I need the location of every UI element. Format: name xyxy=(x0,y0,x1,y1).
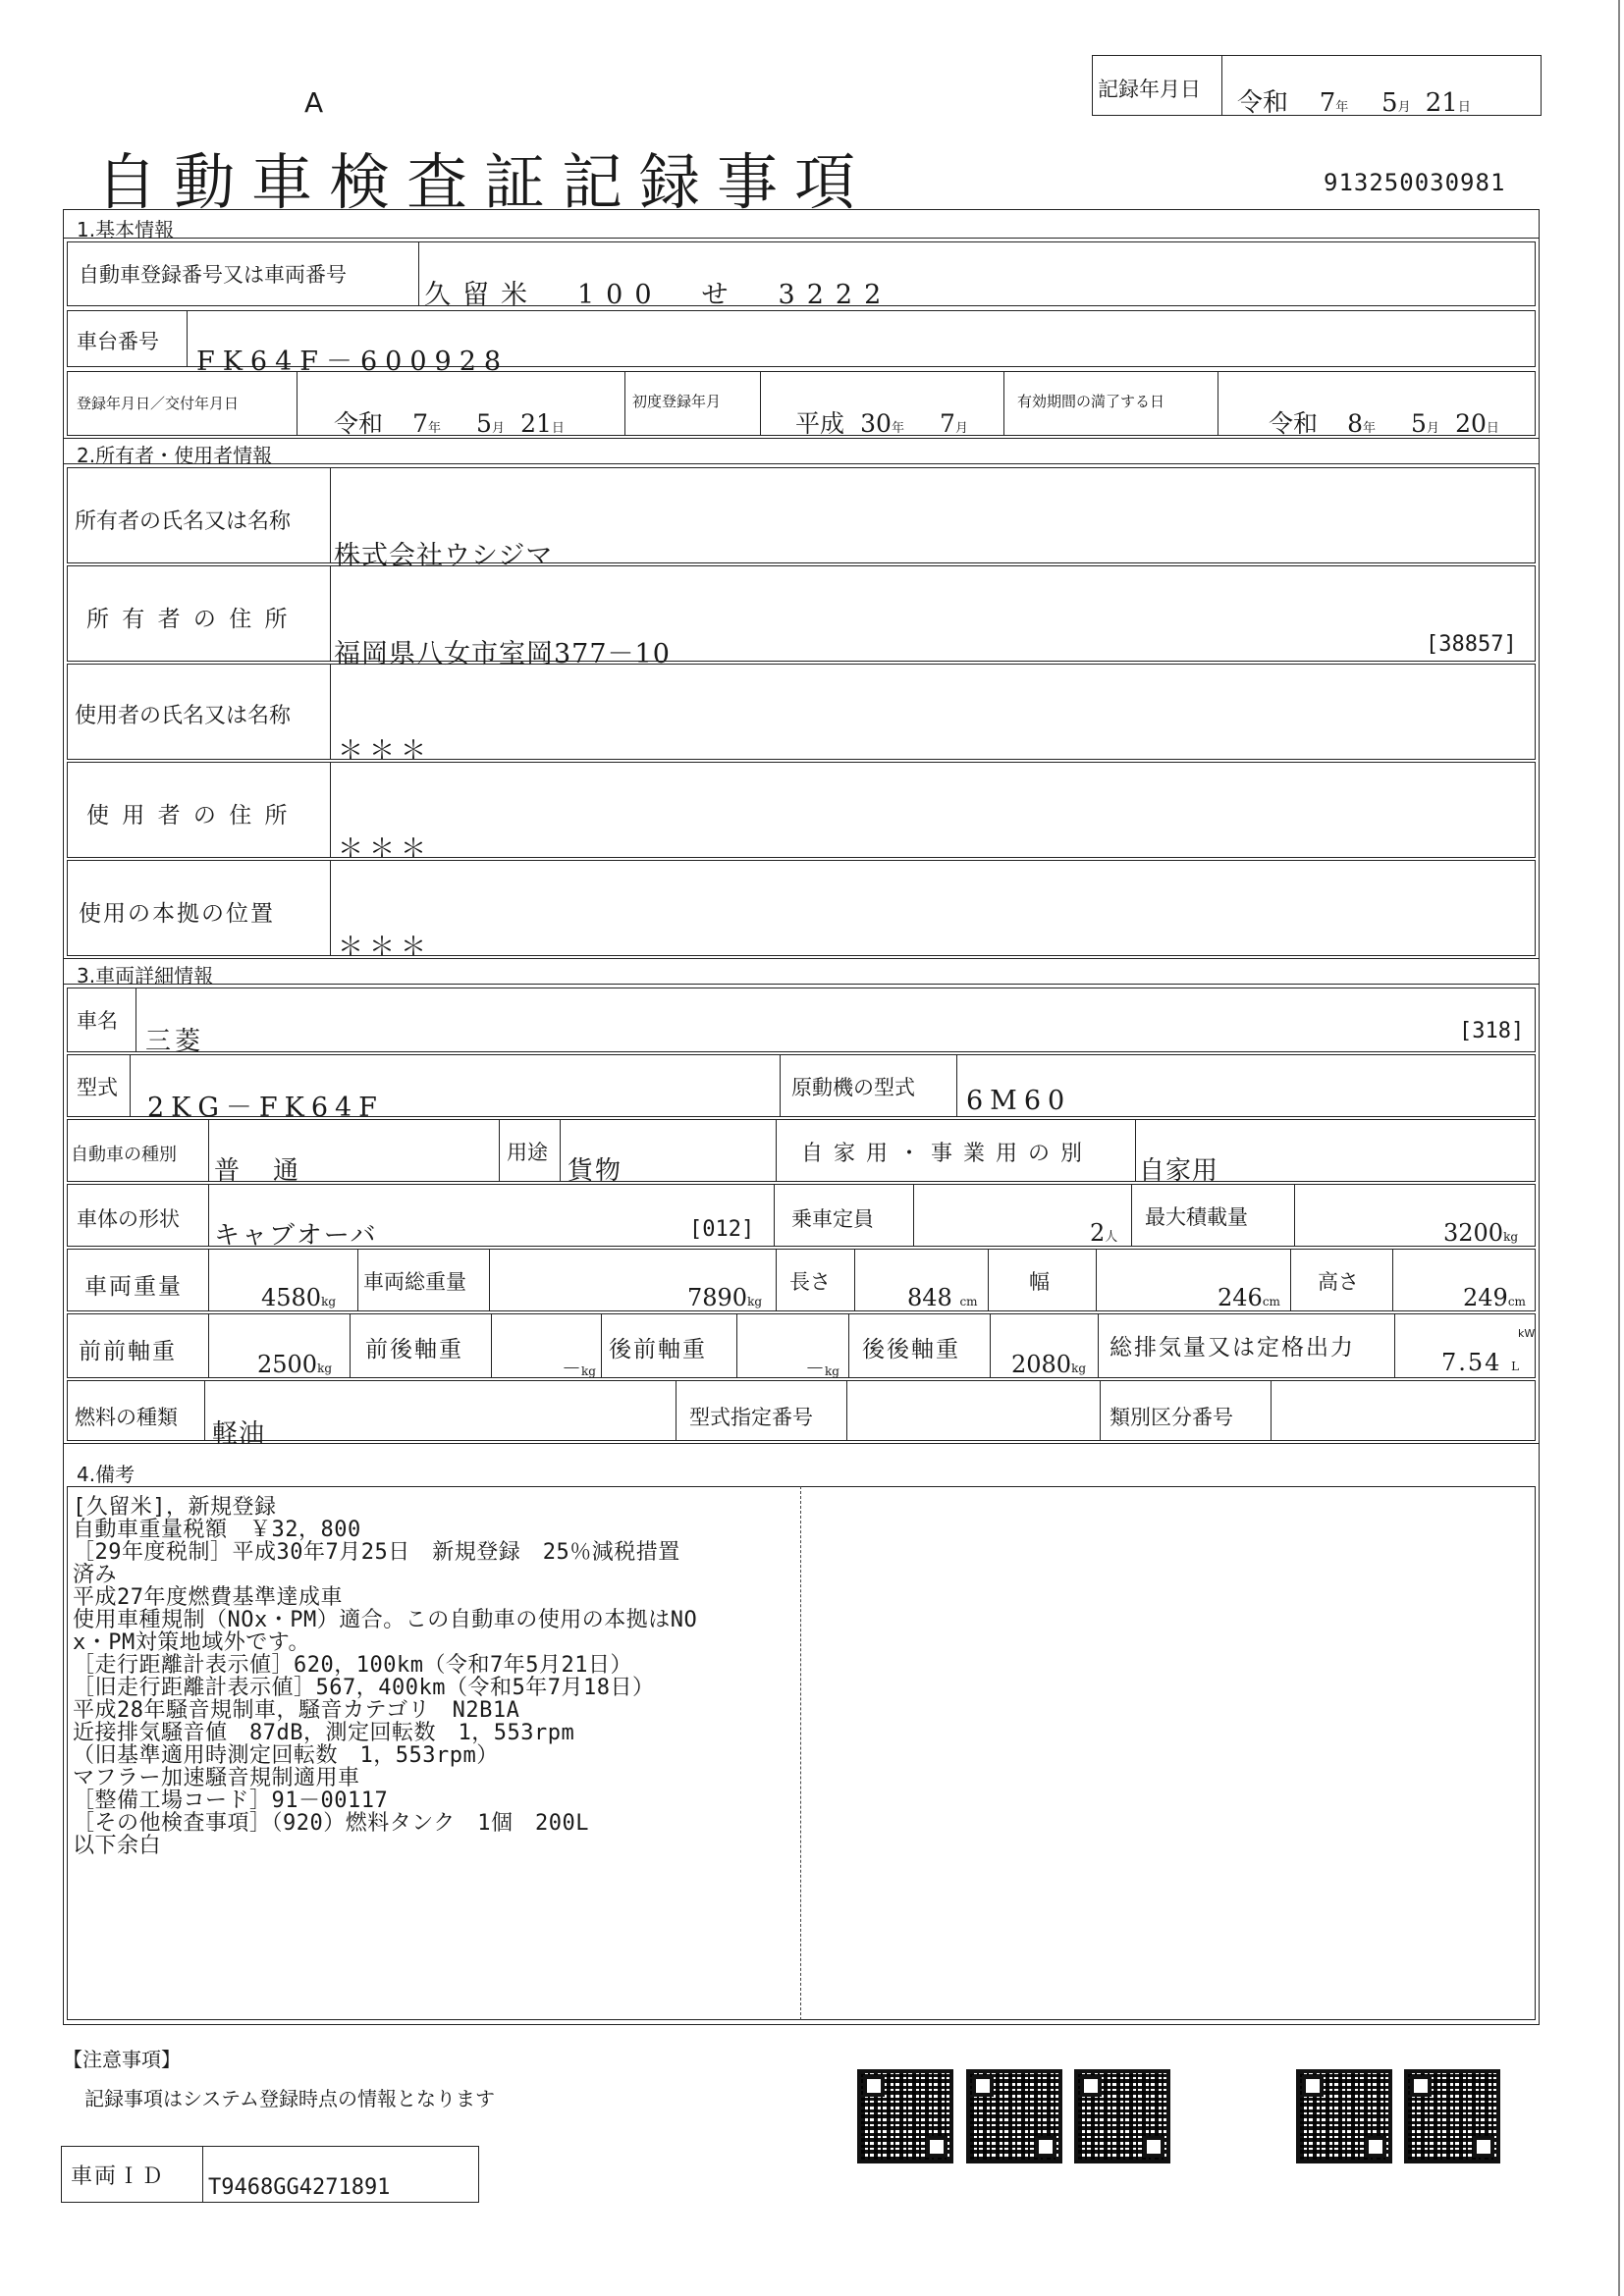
remarks-line: ［整備工場コード］91－00117 xyxy=(73,1789,389,1813)
model-value: 2KG－FK64F xyxy=(147,1093,384,1123)
owner-address-code: [38857] xyxy=(1426,632,1517,657)
section-remarks-title: 4.備考 xyxy=(77,1463,135,1486)
max-load-value: 3200kg xyxy=(1443,1219,1519,1247)
remarks-line: [久留米]，新規登録 xyxy=(73,1495,277,1520)
category-number-label: 類別区分番号 xyxy=(1110,1406,1233,1429)
width-label: 幅 xyxy=(1029,1270,1050,1294)
base-location-label: 使用の本拠の位置 xyxy=(79,901,275,927)
remarks-list xyxy=(73,1496,697,1857)
chassis-number-value: FK64F－600928 xyxy=(196,347,510,377)
remarks-line: 済み xyxy=(73,1563,118,1587)
model-label: 型式 xyxy=(77,1076,118,1099)
record-date-value: 令和 7年 5月 21日 xyxy=(1237,88,1471,118)
qr-code-4-icon xyxy=(1296,2069,1392,2163)
vehicle-id-value: T9468GG4271891 xyxy=(208,2175,391,2200)
user-address-value: ＊＊＊ xyxy=(338,834,433,864)
height-value: 249cm xyxy=(1463,1284,1526,1311)
registration-number-value: 久留米 100 せ 3222 xyxy=(424,280,893,310)
fuel-type-value: 軽油 xyxy=(212,1419,266,1449)
registration-number-label: 自動車登録番号又は車両番号 xyxy=(79,263,347,287)
maker-value: 三菱 xyxy=(145,1027,205,1056)
owner-address-label: 所 有 者 の 住 所 xyxy=(86,607,291,632)
displacement-value: 7.54 L xyxy=(1441,1349,1520,1376)
first-registration-label: 初度登録年月 xyxy=(632,393,722,410)
page-edge xyxy=(1618,0,1620,2296)
fuel-type-label: 燃料の種類 xyxy=(75,1406,178,1429)
registration-date-label: 登録年月日／交付年月日 xyxy=(77,395,240,412)
remarks-line: 平成27年度燃費基準達成車 xyxy=(73,1585,343,1610)
user-address-label: 使 用 者 の 住 所 xyxy=(86,803,291,828)
remarks-line: マフラー加速騒音規制適用車 xyxy=(73,1766,360,1790)
record-date-label: 記録年月日 xyxy=(1098,78,1201,101)
vehicle-kind-value: 普 通 xyxy=(214,1156,303,1186)
notes-title: 【注意事項】 xyxy=(63,2048,181,2071)
remarks-divider xyxy=(800,1486,801,2020)
use-label: 用途 xyxy=(507,1141,548,1164)
qr-code-1-icon xyxy=(857,2069,953,2163)
gross-weight-value: 7890kg xyxy=(687,1284,763,1311)
owner-address-value: 福岡県八女市室岡377－10 xyxy=(334,639,671,669)
remarks-line: 以下余白 xyxy=(73,1834,162,1858)
remarks-line: 使用車種規制（NOx・PM）適合。この自動車の使用の本拠はNO xyxy=(73,1608,698,1632)
base-location-value: ＊＊＊ xyxy=(338,933,433,962)
section-owner-title: 2.所有者・使用者情報 xyxy=(77,444,273,467)
vehicle-kind-label: 自動車の種別 xyxy=(71,1145,177,1165)
remarks-line: ［旧走行距離計表示値］567，400km（令和5年7月18日） xyxy=(73,1676,655,1700)
private-business-value: 自家用 xyxy=(1139,1156,1219,1186)
gross-weight-label: 車両総重量 xyxy=(363,1270,466,1294)
maker-code: [318] xyxy=(1459,1019,1525,1043)
registration-date-value: 令和 7年 5月 21日 xyxy=(334,409,565,438)
document-title: 自動車検査証記録事項 xyxy=(96,146,873,218)
front-rear-axle-label: 前後軸重 xyxy=(365,1337,463,1362)
front-rear-axle-value: －kg xyxy=(562,1357,596,1380)
capacity-value: 2人 xyxy=(1090,1219,1118,1247)
vehicle-id-label: 車両ＩＤ xyxy=(71,2164,166,2189)
width-value: 246cm xyxy=(1218,1284,1280,1311)
body-shape-label: 車体の形状 xyxy=(77,1207,180,1231)
maker-label: 車名 xyxy=(77,1009,118,1033)
rear-front-axle-value: －kg xyxy=(805,1357,839,1380)
vehicle-weight-label: 車両重量 xyxy=(84,1274,183,1300)
rear-rear-axle-value: 2080kg xyxy=(1011,1351,1087,1378)
section-vehicle-title: 3.車両詳細情報 xyxy=(77,964,214,988)
remarks-line: ［その他検査事項］（920）燃料タンク 1個 200L xyxy=(73,1811,590,1836)
vehicle-weight-value: 4580kg xyxy=(261,1284,337,1311)
length-label: 長さ xyxy=(789,1270,831,1294)
remarks-line: x・PM対策地域外です。 xyxy=(73,1630,310,1655)
remarks-line: （旧基準適用時測定回転数 1，553rpm） xyxy=(73,1743,499,1768)
document-mark: A xyxy=(304,86,324,119)
max-load-label: 最大積載量 xyxy=(1145,1205,1248,1229)
body-shape-code: [012] xyxy=(689,1217,755,1242)
remarks-line: 平成28年騒音規制車，騒音カテゴリ N2B1A xyxy=(73,1698,520,1723)
length-value: 848 cm xyxy=(907,1284,978,1311)
height-label: 高さ xyxy=(1318,1270,1359,1294)
expiry-date-value: 令和 8年 5月 20日 xyxy=(1269,409,1499,438)
remarks-line: 自動車重量税額 ￥32，800 xyxy=(73,1518,361,1542)
document-number: 913250030981 xyxy=(1324,169,1506,196)
qr-code-5-icon xyxy=(1404,2069,1500,2163)
qr-code-3-icon xyxy=(1074,2069,1170,2163)
remarks-line: ［走行距離計表示値］620，100km（令和7年5月21日） xyxy=(73,1653,632,1678)
section-basic-title: 1.基本情報 xyxy=(77,218,175,241)
owner-name-value: 株式会社ウシジマ xyxy=(334,541,554,571)
use-value: 貨物 xyxy=(568,1156,623,1186)
front-front-axle-label: 前前軸重 xyxy=(79,1339,177,1364)
displacement-kw-unit: kW xyxy=(1518,1327,1536,1340)
chassis-number-label: 車台番号 xyxy=(77,330,159,353)
rear-rear-axle-label: 後後軸重 xyxy=(862,1337,960,1362)
expiry-date-label: 有効期間の満了する日 xyxy=(1017,393,1165,410)
body-shape-value: キャブオーバ xyxy=(214,1221,378,1251)
type-designation-label: 型式指定番号 xyxy=(689,1406,813,1429)
front-front-axle-value: 2500kg xyxy=(257,1351,333,1378)
first-registration-value: 平成 30年 7月 xyxy=(795,409,968,438)
owner-name-label: 所有者の氏名又は名称 xyxy=(75,509,292,534)
capacity-label: 乗車定員 xyxy=(791,1207,874,1231)
remarks-line: 近接排気騒音値 87dB，測定回転数 1，553rpm xyxy=(73,1721,575,1745)
qr-code-2-icon xyxy=(966,2069,1062,2163)
rear-front-axle-label: 後前軸重 xyxy=(609,1337,707,1362)
engine-model-label: 原動機の型式 xyxy=(791,1076,915,1099)
private-business-label: 自 家 用 ・ 事 業 用 の 別 xyxy=(801,1142,1084,1166)
user-name-label: 使用者の氏名又は名称 xyxy=(75,704,292,728)
engine-model-value: 6M60 xyxy=(966,1086,1072,1116)
remarks-line: ［29年度税制］平成30年7月25日 新規登録 25％減税措置 xyxy=(73,1540,680,1565)
user-name-value: ＊＊＊ xyxy=(338,736,433,766)
displacement-label: 総排気量又は定格出力 xyxy=(1110,1335,1355,1361)
notes-text: 記録事項はシステム登録時点の情報となります xyxy=(84,2087,495,2110)
